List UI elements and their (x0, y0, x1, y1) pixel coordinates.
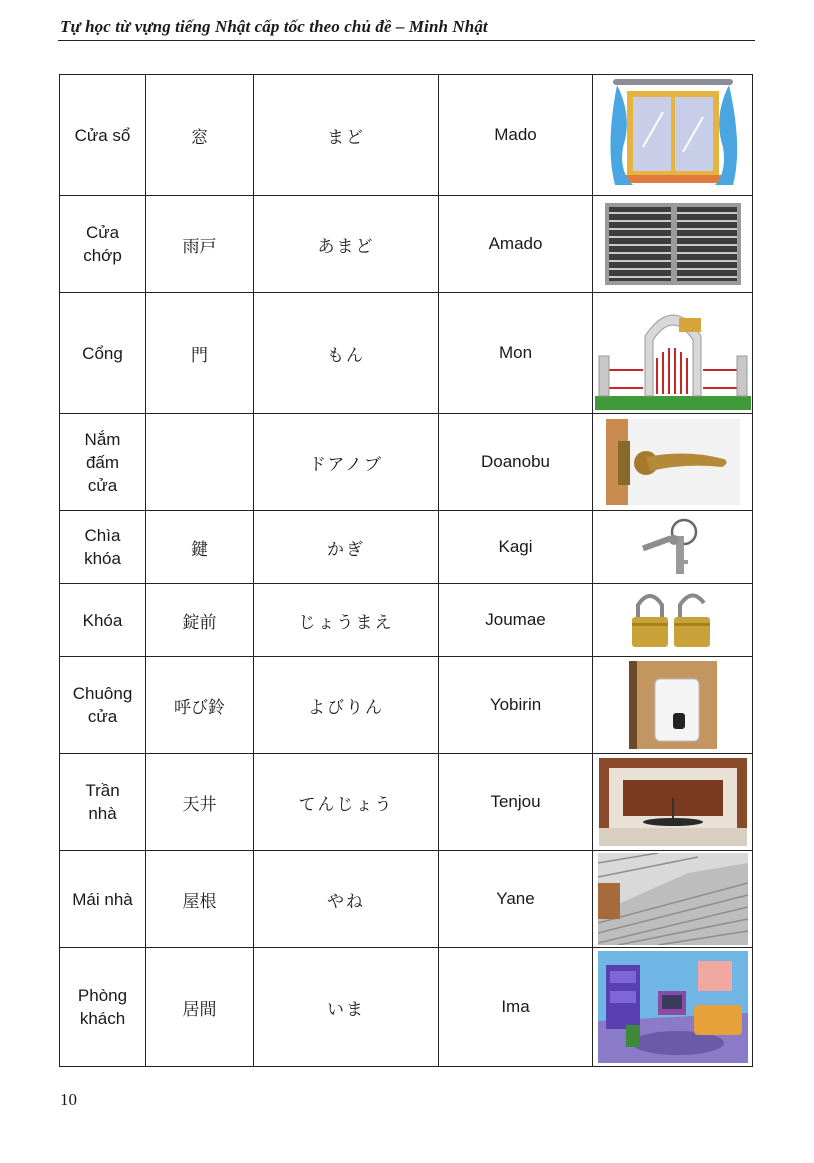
vietnamese-word: Cửa chớp (60, 196, 146, 293)
vietnamese-word: Khóa (60, 584, 146, 657)
vietnamese-word: Nắm đấm cửa (60, 414, 146, 511)
window-icon (603, 77, 743, 193)
romaji-word: Kagi (439, 511, 593, 584)
table-row (60, 293, 753, 414)
gate-icon (595, 296, 751, 410)
romaji-word: Mado (439, 75, 593, 196)
door-knob-icon (606, 419, 740, 505)
kana-word: まど (254, 75, 439, 196)
romaji-word: Joumae (439, 584, 593, 657)
kana-word: じょうまえ (254, 584, 439, 657)
romaji-word: Yane (439, 851, 593, 948)
table-row (60, 584, 753, 657)
table-row (60, 948, 753, 1067)
vietnamese-word: Cổng (60, 293, 146, 414)
header-divider (58, 40, 755, 41)
kana-word: ドアノブ (254, 414, 439, 511)
kana-word: あまど (254, 196, 439, 293)
vocabulary-table (59, 74, 753, 1067)
kanji-word: 屋根 (146, 851, 254, 948)
kana-word: いま (254, 948, 439, 1067)
living-room-icon (598, 951, 748, 1063)
keys-icon (638, 514, 708, 580)
kanji-word: 窓 (146, 75, 254, 196)
romaji-word: Tenjou (439, 754, 593, 851)
kana-word: もん (254, 293, 439, 414)
page-header-title: Tự học từ vựng tiếng Nhật cấp tốc theo chủ đề – Minh Nhật (60, 17, 488, 36)
ceiling-icon (599, 758, 747, 846)
kana-word: やね (254, 851, 439, 948)
table-row (60, 851, 753, 948)
kanji-word: 錠前 (146, 584, 254, 657)
table-row (60, 414, 753, 511)
page-number: 10 (60, 1090, 77, 1109)
kanji-word: 呼び鈴 (146, 657, 254, 754)
kanji-word: 天井 (146, 754, 254, 851)
vietnamese-word: Chìa khóa (60, 511, 146, 584)
table-row (60, 754, 753, 851)
kanji-word: 居間 (146, 948, 254, 1067)
table-row (60, 75, 753, 196)
kanji-word: 鍵 (146, 511, 254, 584)
kanji-word: 門 (146, 293, 254, 414)
kanji-word (146, 414, 254, 511)
padlock-icon (630, 589, 716, 651)
romaji-word: Ima (439, 948, 593, 1067)
vietnamese-word: Trần nhà (60, 754, 146, 851)
doorbell-icon (629, 661, 717, 749)
vietnamese-word: Phòng khách (60, 948, 146, 1067)
kana-word: てんじょう (254, 754, 439, 851)
table-row (60, 657, 753, 754)
table-row (60, 196, 753, 293)
vietnamese-word: Mái nhà (60, 851, 146, 948)
romaji-word: Amado (439, 196, 593, 293)
romaji-word: Mon (439, 293, 593, 414)
roof-icon (598, 853, 748, 945)
romaji-word: Doanobu (439, 414, 593, 511)
table-row (60, 511, 753, 584)
kana-word: かぎ (254, 511, 439, 584)
vietnamese-word: Cửa sổ (60, 75, 146, 196)
shutter-icon (601, 199, 745, 289)
vietnamese-word: Chuông cửa (60, 657, 146, 754)
kanji-word: 雨戸 (146, 196, 254, 293)
kana-word: よびりん (254, 657, 439, 754)
romaji-word: Yobirin (439, 657, 593, 754)
